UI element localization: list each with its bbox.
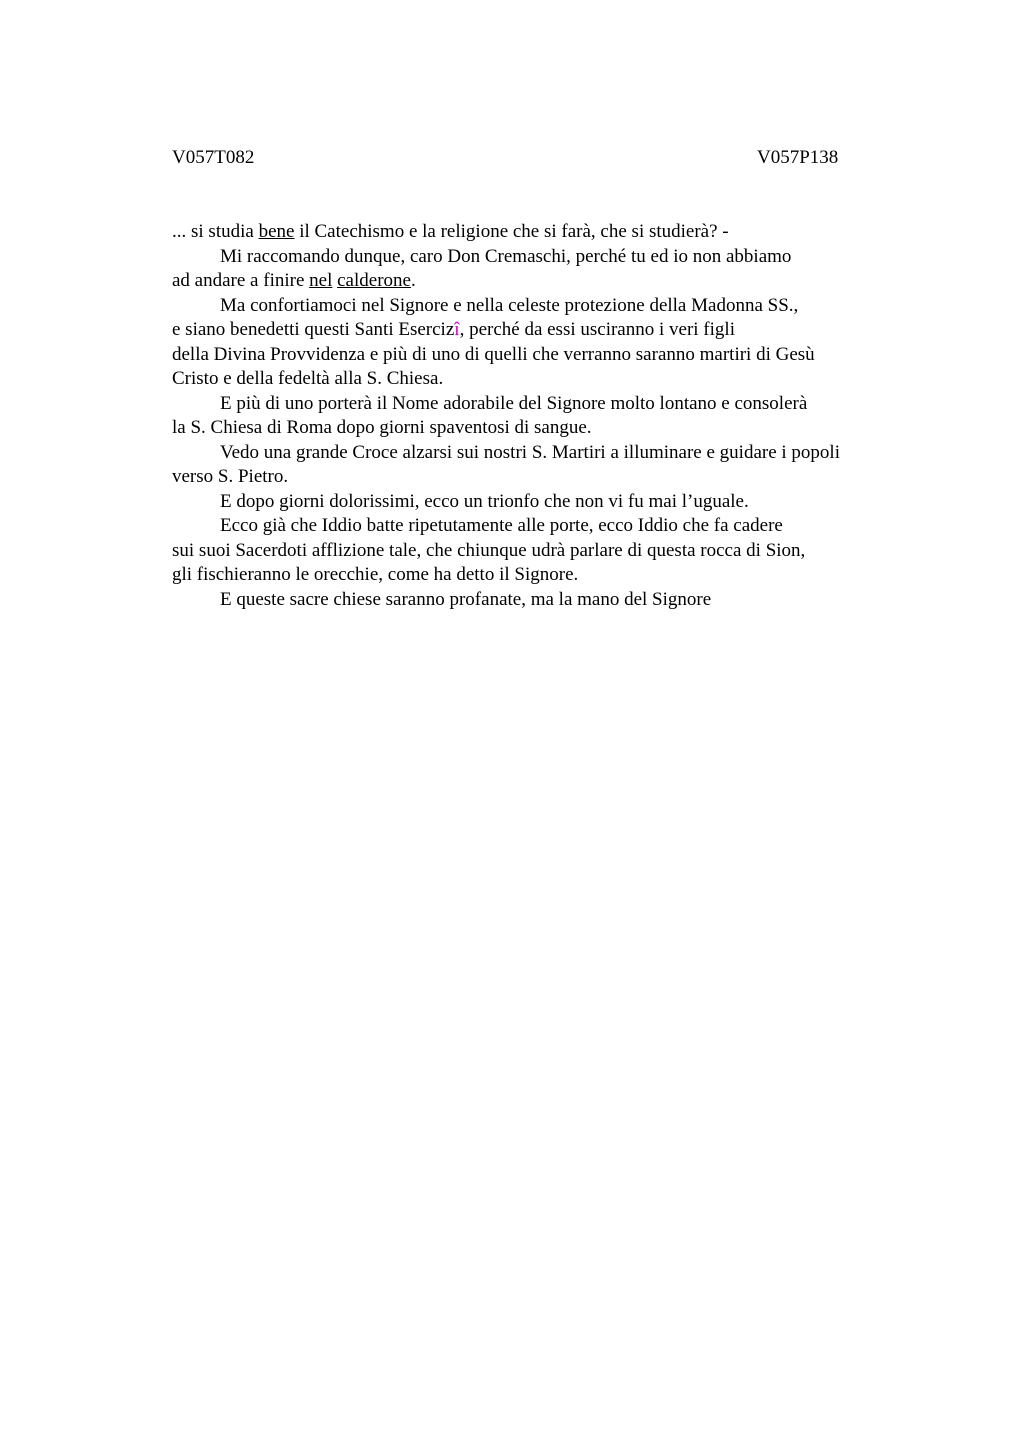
text-line-6: della Divina Provvidenza e più di uno di quelli che verranno saranno martiri di Gesù bbox=[172, 343, 815, 365]
text-line-5: e siano benedetti questi Santi Esercizî, perché da essi usciranno i veri figli bbox=[172, 319, 735, 340]
document-body bbox=[172, 220, 912, 612]
text-line-15: gli fischieranno le orecchie, come ha detto il Signore. bbox=[172, 564, 579, 585]
underlined-word-calderone: calderone bbox=[337, 270, 411, 291]
highlighted-char: î bbox=[454, 319, 460, 340]
text-line-8: E più di uno porterà il Nome adorabile del Signore molto lontano e consolerà bbox=[220, 392, 808, 414]
text-line-9: la S. Chiesa di Roma dopo giorni spaventosi di sangue. bbox=[172, 417, 592, 438]
underlined-word-bene: bene bbox=[258, 221, 295, 242]
text-line-3: ad andare a finire nel calderone. bbox=[172, 270, 416, 291]
text-line-5-start: e siano benedetti questi Santi Eserciz bbox=[172, 319, 455, 340]
header-right-code: V057P138 bbox=[757, 147, 839, 168]
text-line-2: Mi raccomando dunque, caro Don Cremaschi, perché tu ed io non abbiamo bbox=[220, 245, 792, 267]
underlined-word-nel: nel bbox=[309, 270, 333, 291]
header-left-code: V057T082 bbox=[172, 147, 255, 168]
text-line-7: Cristo e della fedeltà alla S. Chiesa. bbox=[172, 368, 444, 389]
text-line-11: verso S. Pietro. bbox=[172, 466, 289, 487]
text-line-12: E dopo giorni dolorissimi, ecco un trionfo che non vi fu mai l’uguale. bbox=[220, 490, 749, 512]
text-line-14: sui suoi Sacerdoti afflizione tale, che chiunque udrà parlare di questa rocca di Sion, bbox=[172, 539, 806, 561]
text-line-16: E queste sacre chiese saranno profanate, ma la mano del Signore bbox=[220, 588, 712, 610]
text-line-1: ... si studia bene il Catechismo e la religione che si farà, che si studierà? - bbox=[172, 221, 729, 242]
text-line-10: Vedo una grande Croce alzarsi sui nostri S. Martiri a illuminare e guidare i popoli bbox=[220, 441, 840, 463]
text-line-4: Ma confortiamoci nel Signore e nella celeste protezione della Madonna SS., bbox=[220, 294, 799, 316]
text-line-13: Ecco già che Iddio batte ripetutamente alle porte, ecco Iddio che fa cadere bbox=[220, 515, 783, 536]
